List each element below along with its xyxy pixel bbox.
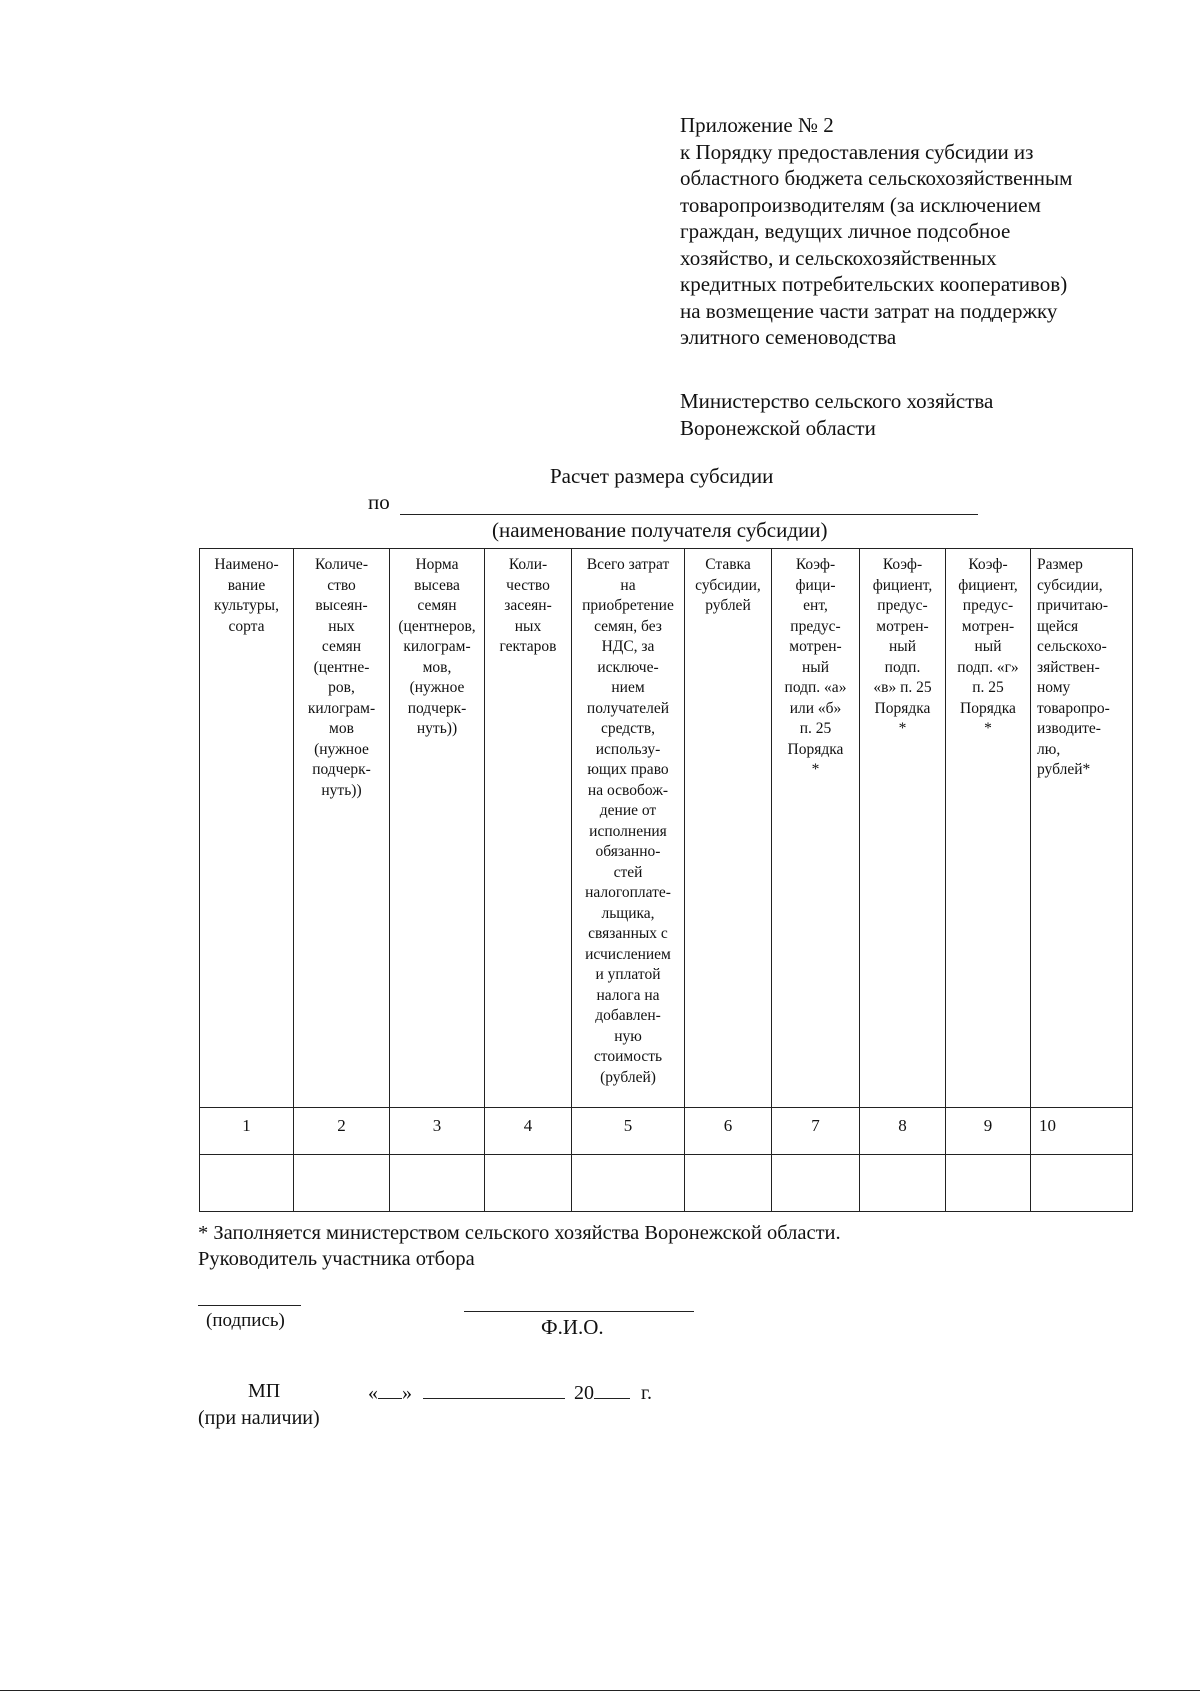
header-hectares: Коли- чество засеян- ных гектаров — [485, 549, 572, 1108]
appendix-line: кредитных потребительских кооперативов) — [680, 272, 1068, 296]
appendix-line: на возмещение части затрат на поддержку — [680, 298, 1058, 323]
fio-line[interactable] — [464, 1311, 694, 1312]
appendix-line: хозяйство, и сельскохозяйственных — [680, 245, 997, 270]
seal-label: МП — [248, 1380, 281, 1402]
table-cell-empty[interactable] — [485, 1155, 572, 1212]
appendix-line: областного бюджета сельскохозяйственным — [680, 166, 1073, 190]
year-blank[interactable] — [594, 1380, 630, 1399]
footnote-block — [198, 1220, 841, 1272]
table-cell-empty[interactable] — [200, 1155, 294, 1212]
month-blank[interactable] — [423, 1380, 565, 1399]
column-number: 3 — [390, 1108, 485, 1155]
appendix-line: Приложение № 2 — [680, 113, 834, 137]
head-label: Руководитель участника отбора — [198, 1248, 475, 1270]
column-number: 8 — [860, 1108, 946, 1155]
column-number-row — [200, 1108, 1133, 1155]
header-total-costs: Всего затрат на приобретение семян, без НДС, за исключе- нием получателей средств, использу- ющих право на освобож- дение от исполнения обязанно- стей налогоплате- льщика, связанных с исчислением и уплатой налога на добавлен- ную стоимость (рублей) — [572, 549, 685, 1108]
header-crop-name: Наимено- вание культуры, сорта — [200, 549, 294, 1108]
column-number: 2 — [294, 1108, 390, 1155]
column-number: 4 — [485, 1108, 572, 1155]
appendix-header — [680, 112, 1160, 351]
column-number: 1 — [200, 1108, 294, 1155]
document-title: Расчет размера субсидии — [550, 464, 774, 488]
table-cell-empty[interactable] — [772, 1155, 860, 1212]
fio-caption: Ф.И.О. — [541, 1315, 604, 1339]
column-number: 10 — [1031, 1108, 1133, 1155]
column-number: 6 — [685, 1108, 772, 1155]
table-cell-empty[interactable] — [1031, 1155, 1133, 1212]
recipient-blank-line[interactable] — [400, 514, 978, 515]
column-number: 9 — [946, 1108, 1031, 1155]
table-header-row — [200, 549, 1133, 1108]
subsidy-table — [199, 548, 1133, 1212]
year-suffix: г. — [641, 1382, 652, 1404]
table-cell-empty[interactable] — [572, 1155, 685, 1212]
seal-hint: (при наличии) — [198, 1407, 320, 1429]
po-label: по — [368, 490, 390, 514]
year-prefix: 20 — [574, 1382, 594, 1404]
footnote: * Заполняется министерством сельского хозяйства Воронежской области. — [198, 1222, 841, 1244]
header-subsidy-amount: Размер субсидии, причитаю- щейся сельскохо- зяйствен- ному товаропро- изводите- лю, рублей* — [1031, 549, 1133, 1108]
column-number: 7 — [772, 1108, 860, 1155]
date-close-quote: » — [402, 1382, 412, 1404]
appendix-line: товаропроизводителям (за исключением — [680, 192, 1041, 217]
table-cell-empty[interactable] — [860, 1155, 946, 1212]
header-coefficient-g: Коэф- фициент, предус- мотрен- ный подп. «г» п. 25 Порядка * — [946, 549, 1031, 1108]
header-subsidy-rate: Ставка субсидии, рублей — [685, 549, 772, 1108]
table-cell-empty[interactable] — [390, 1155, 485, 1212]
header-seeding-rate: Норма высева семян (центнеров, килограм- мов, (нужное подчерк- нуть)) — [390, 549, 485, 1108]
appendix-line: к Порядку предоставления субсидии из — [680, 139, 1034, 164]
addressee — [680, 388, 993, 441]
day-blank[interactable] — [378, 1380, 402, 1399]
header-coefficient-ab: Коэф- фици- ент, предус- мотрен- ный подп. «а» или «б» п. 25 Порядка * — [772, 549, 860, 1108]
table-cell-empty[interactable] — [946, 1155, 1031, 1212]
addressee-line: Министерство сельского хозяйства — [680, 389, 994, 413]
date-field — [368, 1380, 652, 1405]
header-coefficient-v: Коэф- фициент, предус- мотрен- ный подп. «в» п. 25 Порядка * — [860, 549, 946, 1108]
addressee-line: Воронежской области — [680, 415, 876, 440]
recipient-hint: (наименование получателя субсидии) — [492, 518, 828, 542]
table-cell-empty[interactable] — [685, 1155, 772, 1212]
date-open-quote: « — [368, 1382, 378, 1404]
appendix-line: граждан, ведущих личное подсобное — [680, 219, 1011, 243]
table-cell-empty[interactable] — [294, 1155, 390, 1212]
signature-line[interactable] — [198, 1305, 301, 1306]
table-row — [200, 1155, 1133, 1212]
column-number: 5 — [572, 1108, 685, 1155]
signature-caption: (подпись) — [206, 1310, 285, 1331]
recipient-field — [368, 490, 390, 515]
header-seeds-sown: Количе- ство высеян- ных семян (центне- ров, килограм- мов (нужное подчерк- нуть)) — [294, 549, 390, 1108]
page-bottom-rule — [0, 1690, 1200, 1691]
appendix-line: элитного семеноводства — [680, 325, 897, 349]
